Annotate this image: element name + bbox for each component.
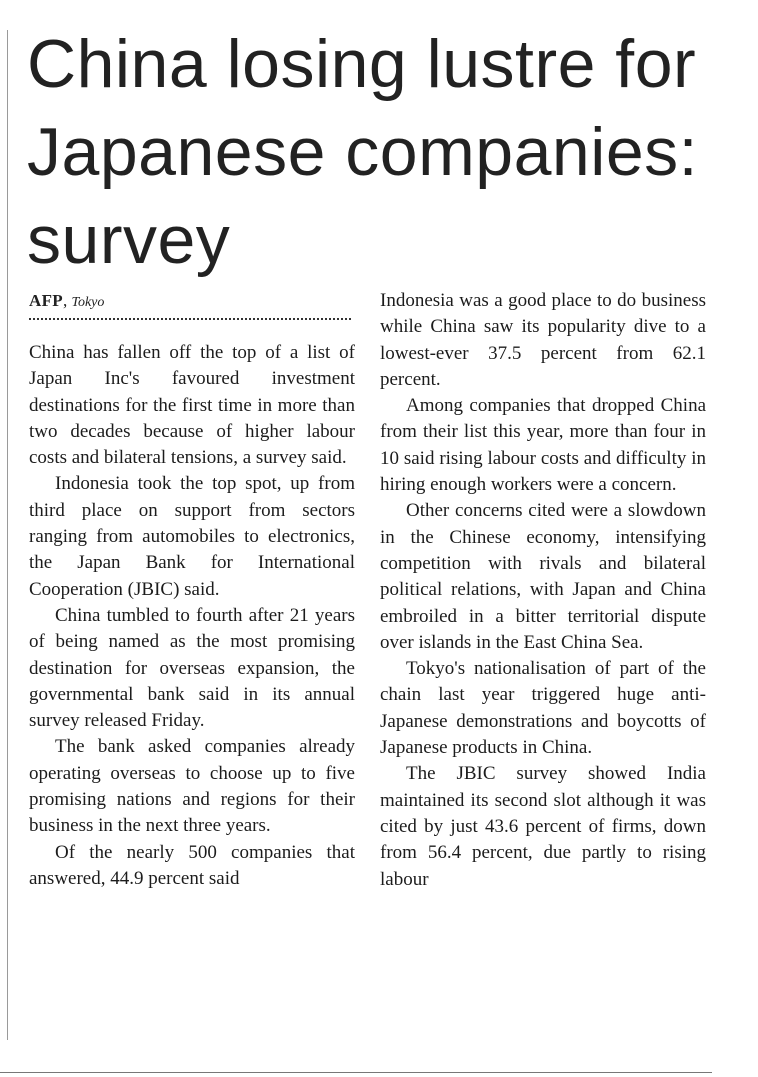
byline-place: Tokyo: [71, 295, 105, 310]
byline: [29, 290, 104, 314]
column-divider-rule: [7, 30, 8, 1040]
paragraph-right-5: The JBIC survey showed India maintained its second slot although it was cited by just 43.6 percent of firms, down from 56.4 percent, due partly to rising labour: [380, 763, 706, 890]
paragraph-right-1: Indonesia was a good place to do business while China saw its popularity dive to a lowest-ever 37.5 percent from 62.1 percent.: [380, 290, 706, 390]
paragraph-left-4: The bank asked companies already operating overseas to choose up to five promising nations and regions for their business in the next three years.: [29, 736, 355, 837]
article-column-left: [29, 340, 355, 892]
article-column-right: [380, 288, 706, 893]
byline-separator: ,: [62, 291, 68, 310]
paragraph-left-5: Of the nearly 500 companies that answered, 44.9 percent said: [29, 841, 355, 889]
paragraph-left-3: China tumbled to fourth after 21 years of being named as the most promising destination for overseas expansion, the governmental bank said in its annual survey released Friday.: [29, 604, 355, 732]
byline-agency: AFP: [29, 291, 63, 310]
headline: China losing lustre for Japanese companies: survey: [27, 26, 699, 278]
paragraph-left-1: China has fallen off the top of a list of Japan Inc's favoured investment destinations for the first time in more than two decades because of higher labour costs and bilateral tensions, a survey said.: [29, 342, 355, 469]
paragraph-right-4: Tokyo's nationalisation of part of the chain last year triggered huge anti-Japanese demonstrations and boycotts of Japanese products in China.: [380, 658, 706, 759]
paragraph-right-3: Other concerns cited were a slowdown in the Chinese economy, intensifying competition with rivals and bilateral political relations, with Japan and China embroiled in a bitter territorial dispute over islands in the East China Sea.: [380, 500, 706, 653]
paragraph-right-2: Among companies that dropped China from their list this year, more than four in 10 said rising labour costs and difficulty in hiring enough workers were a concern.: [380, 395, 706, 496]
bottom-rule: [0, 1072, 712, 1073]
byline-dotted-rule: [29, 318, 351, 320]
paragraph-left-2: Indonesia took the top spot, up from third place on support from sectors ranging from automobiles to electronics, the Japan Bank for International Cooperation (JBIC) said.: [29, 473, 355, 600]
